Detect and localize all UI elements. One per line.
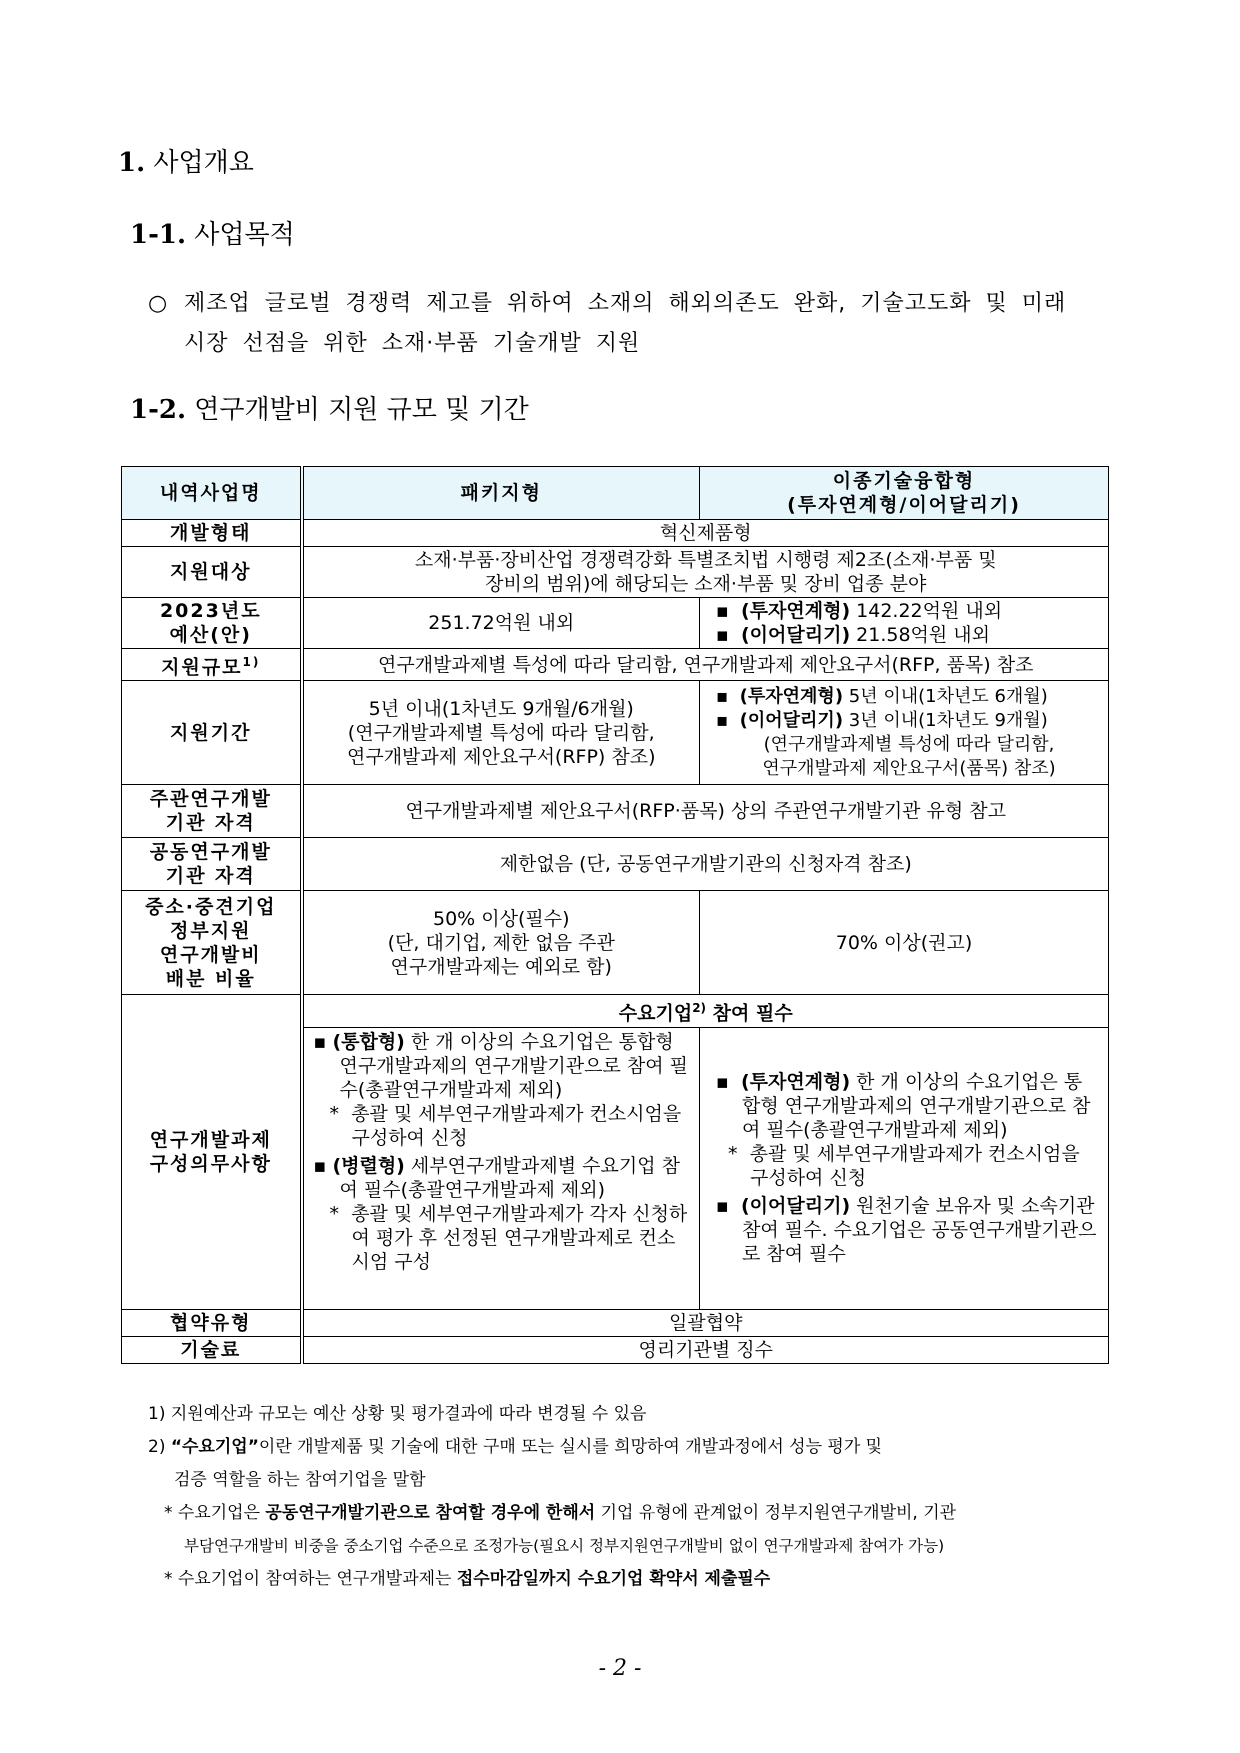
footnote-1: 1) 지원예산과 규모는 예산 상황 및 평가결과에 따라 변경될 수 있음 [148,1404,647,1424]
row-label: 지원기간 [122,681,302,785]
section-heading-1 [118,142,254,179]
table-row [122,995,1109,1027]
table-row [122,891,1109,995]
heading-number: 1-1. [130,220,187,250]
support-table [121,466,1109,1364]
table-row [122,520,1109,547]
footnote-star-1-continued: 부담연구개발비 비중을 중소기업 수준으로 조정가능(필요시 정부지원연구개발비 없이 연구개발과제 참여가 가능) [184,1537,945,1555]
fusion-budget: ▪ (투자연계형) 142.22억원 내외 ▪ (이어달리기) 21.58억원 내외 [700,598,1109,649]
heading-text: 사업목적 [194,220,295,250]
table-header-row [122,467,1109,520]
section-heading-1-2 [130,389,529,426]
composition-header: 수요기업$^{2)}$ 참여 필수 [302,995,1109,1027]
section-heading-1-1 [130,214,295,251]
row-label: 공동연구개발 기관 자격 [122,838,302,891]
fusion-composition: ▪ (투자연계형) 한 개 이상의 수요기업은 통합형 연구개발과제의 연구개발기관으로 참여 필수(총괄연구개발과제 제외) * 총괄 및 세부연구개발과제가 컨소시엄을 구성하여 신청 ▪ (이어달리기) 원천기술 보유자 및 소속기관 참여 필수. 수요기업은 공동연구개발기관으로 참여 필수 [700,1027,1109,1309]
row-value: 영리기관별 징수 [302,1336,1109,1363]
row-label: 주관연구개발 기관 자격 [122,785,302,838]
page-number: - 2 - [598,1656,642,1681]
footnote-2-continued: 검증 역할을 하는 참여기업을 말함 [174,1470,426,1490]
footnote-2: 2) “수요기업”이란 개발제품 및 기술에 대한 구매 또는 실시를 희망하여 개발과정에서 성능 평가 및 [148,1437,883,1457]
package-composition: ▪ (통합형) 한 개 이상의 수요기업은 통합형 연구개발과제의 연구개발기관으로 참여 필수(총괄연구개발과제 제외) * 총괄 및 세부연구개발과제가 컨소시엄을 구성하여 신청 ▪ (병렬형) 세부연구개발과제별 수요기업 참여 필수(총괄연구개발과제 제외) * 총괄 및 세부연구개발과제가 각자 신청하여 평가 후 선정된 연구개발과제로 컨소시엄 구성 [302,1027,700,1309]
table-row [122,598,1109,649]
table-row [122,681,1109,785]
row-label: 기술료 [122,1336,302,1363]
row-value: 일괄협약 [302,1309,1109,1336]
heading-text: 사업개요 [153,148,254,178]
table-row [122,1336,1109,1363]
row-value: 소재·부품·장비산업 경쟁력강화 특별조치법 시행령 제2조(소재·부품 및 장비의 범위)에 해당되는 소재·부품 및 장비 업종 분야 [302,547,1109,598]
header-cell: 이종기술융합형 (투자연계형/이어달리기) [700,467,1109,520]
table-row [122,838,1109,891]
row-value: 연구개발과제별 제안요구서(RFP·품목) 상의 주관연구개발기관 유형 참고 [302,785,1109,838]
package-budget: 251.72억원 내외 [302,598,700,649]
purpose-line: 제조업 글로벌 경쟁력 제고를 위하여 소재의 해외의존도 완화, 기술고도화 및 미래 [184,291,1067,316]
header-cell: 패키지형 [302,467,700,520]
table-row [122,785,1109,838]
row-value: 연구개발과제별 특성에 따라 달리함, 연구개발과제 제안요구서(RFP, 품목) 참조 [302,649,1109,681]
fusion-ratio: 70% 이상(권고) [700,891,1109,995]
heading-number: 1. [118,148,146,178]
footnote-star-1: * 수요기업은 공동연구개발기관으로 참여할 경우에 한해서 기업 유형에 관계없이 정부지원연구개발비, 기관 [164,1503,957,1523]
row-label: 지원규모$^{1)}$ [122,649,302,681]
purpose-line: 시장 선점을 위한 소재·부품 기술개발 지원 [184,331,641,356]
row-label: 지원대상 [122,547,302,598]
row-label: 협약유형 [122,1309,302,1336]
table-row [122,649,1109,681]
package-ratio: 50% 이상(필수) (단, 대기업, 제한 없음 주관 연구개발과제는 예외로 함) [302,891,700,995]
package-period: 5년 이내(1차년도 9개월/6개월) (연구개발과제별 특성에 따라 달리함, 연구개발과제 제안요구서(RFP) 참조) [302,681,700,785]
circle-bullet-icon: ○ [148,291,168,316]
footnote-star-2: * 수요기업이 참여하는 연구개발과제는 접수마감일까지 수요기업 확약서 제출필수 [164,1569,771,1589]
heading-number: 1-2. [130,395,187,425]
row-label: 개발형태 [122,520,302,547]
heading-text: 연구개발비 지원 규모 및 기간 [194,395,529,425]
footnotes [148,1398,1128,1596]
row-value: 혁신제품형 [302,520,1109,547]
table-row [122,547,1109,598]
row-label: 연구개발과제 구성의무사항 [122,995,302,1309]
fusion-period: ▪ (투자연계형) 5년 이내(1차년도 6개월) ▪ (이어달리기) 3년 이내(1차년도 9개월) (연구개발과제별 특성에 따라 달리함, 연구개발과제 제안요구서(품목) 참조) [700,681,1109,785]
row-label: 중소·중견기업 정부지원 연구개발비 배분 비율 [122,891,302,995]
purpose-paragraph [148,284,1128,364]
table-row [122,1309,1109,1336]
row-label: 2023년도 예산(안) [122,598,302,649]
header-cell: 내역사업명 [122,467,302,520]
row-value: 제한없음 (단, 공동연구개발기관의 신청자격 참조) [302,838,1109,891]
